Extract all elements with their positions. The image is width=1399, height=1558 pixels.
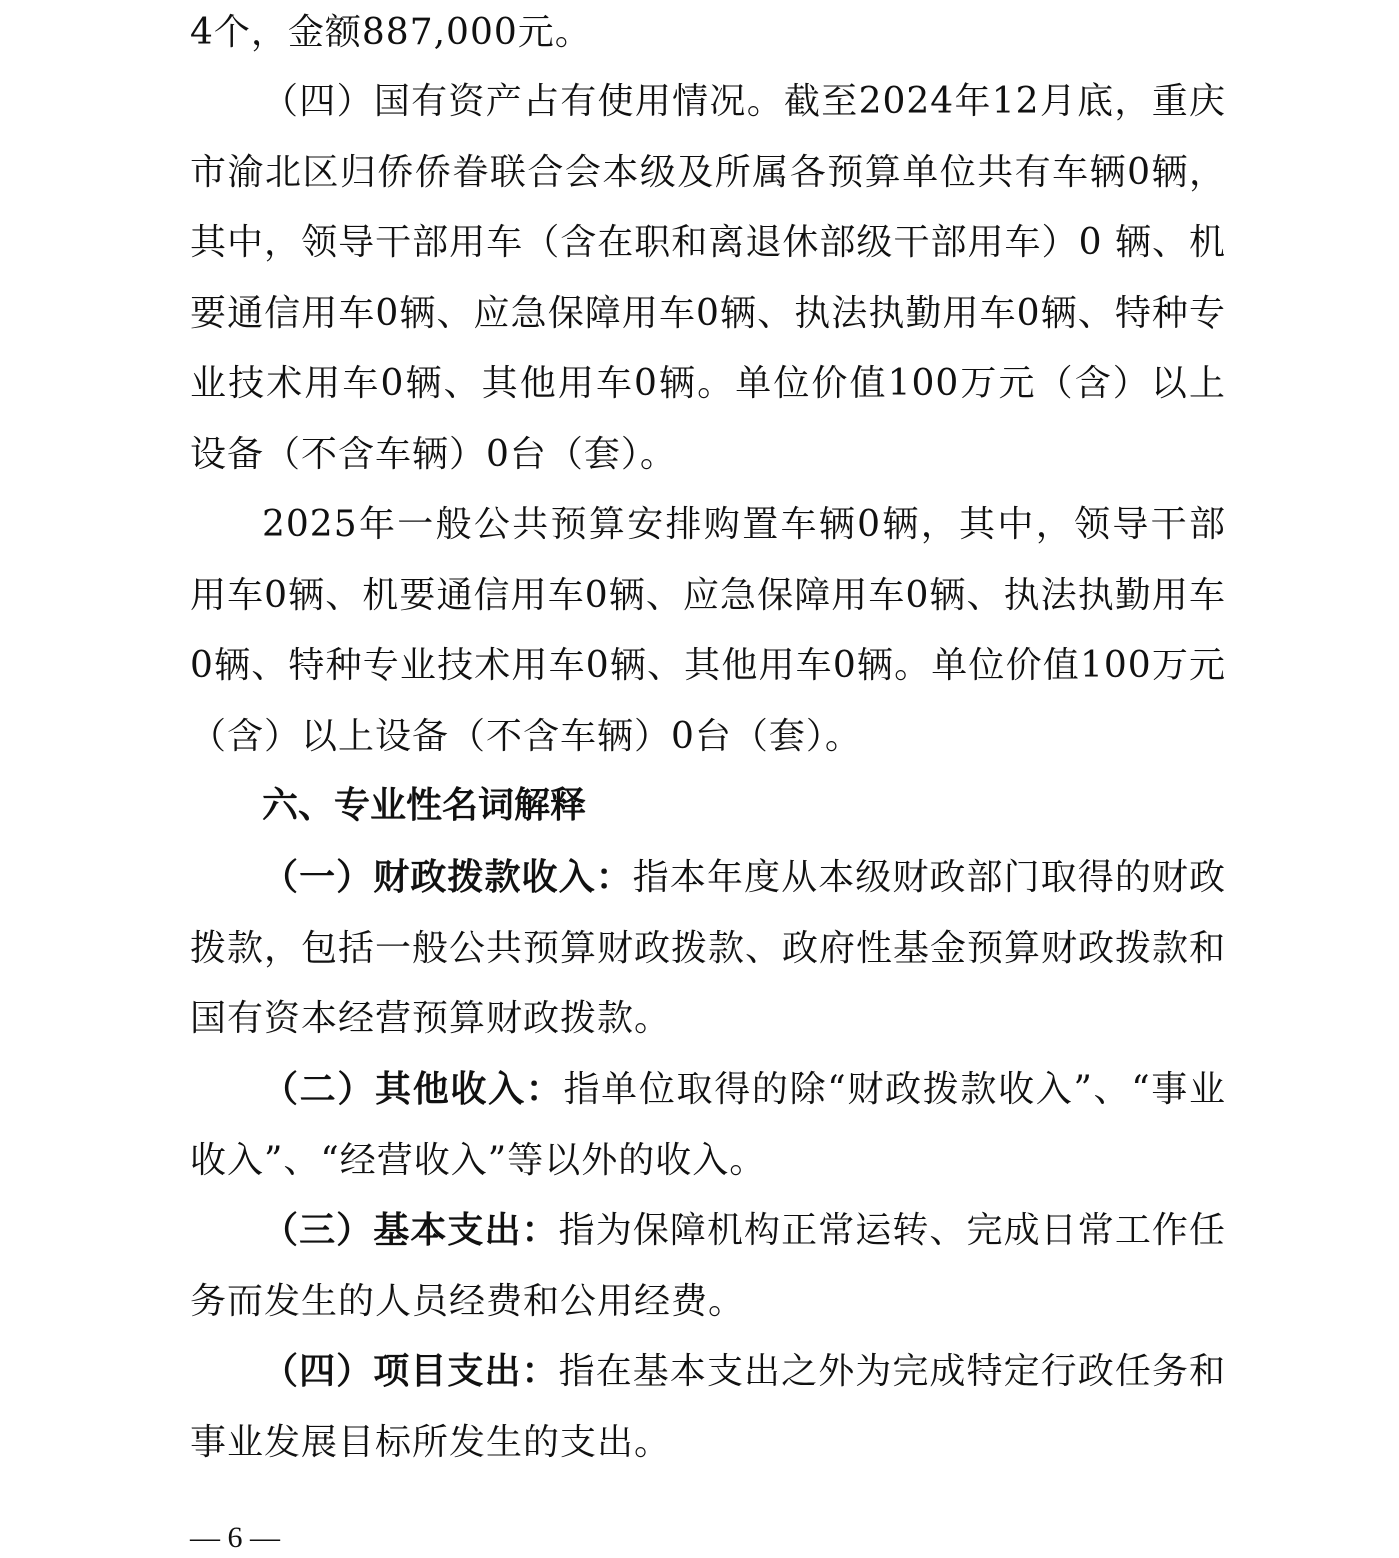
paragraph-carryover-text: 4个，金额887,000元。 <box>190 12 592 53</box>
definition-text: 指为保障机构正常运转、完成日常工作任务而发生的人员经费和公用经费。 <box>190 1210 1226 1322</box>
definition-fiscal-appropriation <box>190 842 1226 1055</box>
paragraph-carryover <box>190 0 1226 69</box>
definition-text: 指在基本支出之外为完成特定行政任务和事业发展目标所发生的支出。 <box>190 1351 1226 1463</box>
section-heading: 六、专业性名词解释 <box>262 785 587 826</box>
definition-other-income <box>190 1054 1226 1196</box>
paragraph-state-assets <box>190 67 1226 490</box>
definition-basic-expenditure <box>190 1195 1226 1337</box>
paragraph-state-assets-lead: （四）国有资产占有使用情况。 <box>262 81 784 122</box>
paragraph-vehicle-purchase <box>190 490 1226 772</box>
definition-text: 指单位取得的除“财政拨款收入”、“事业收入”、“经营收入”等以外的收入。 <box>190 1069 1226 1181</box>
definition-term: （一）财政拨款收入： <box>262 856 633 898</box>
definition-term: （三）基本支出： <box>262 1209 559 1251</box>
paragraph-vehicle-purchase-text: 2025年一般公共预算安排购置车辆0辆，其中，领导干部用车0辆、机要通信用车0辆、应急保障用车0辆、执法执勤用车0辆、特种专业技术用车0辆、其他用车0辆。单位价值100万元（含）以上设备（不含车辆）0台（套）。 <box>190 504 1226 757</box>
paragraph-state-assets-text: 截至2024年12月底，重庆市渝北区归侨侨眷联合会本级及所属各预算单位共有车辆0辆，其中，领导干部用车（含在职和离退休部级干部用车）0 辆、机要通信用车0辆、应急保障用车0辆、执法执勤用车0辆、特种专业技术用车0辆、其他用车0辆。单位价值100万元（含）以上设备（不含车辆）0台（套）。 <box>190 81 1226 475</box>
definition-term: （四）项目支出： <box>262 1350 559 1392</box>
definition-text: 指本年度从本级财政部门取得的财政拨款，包括一般公共预算财政拨款、政府性基金预算财政拨款和国有资本经营预算财政拨款。 <box>190 857 1227 1039</box>
page-number: — 6 — <box>190 1521 280 1554</box>
definition-project-expenditure <box>190 1336 1226 1478</box>
definition-term: （二）其他收入： <box>262 1068 564 1110</box>
